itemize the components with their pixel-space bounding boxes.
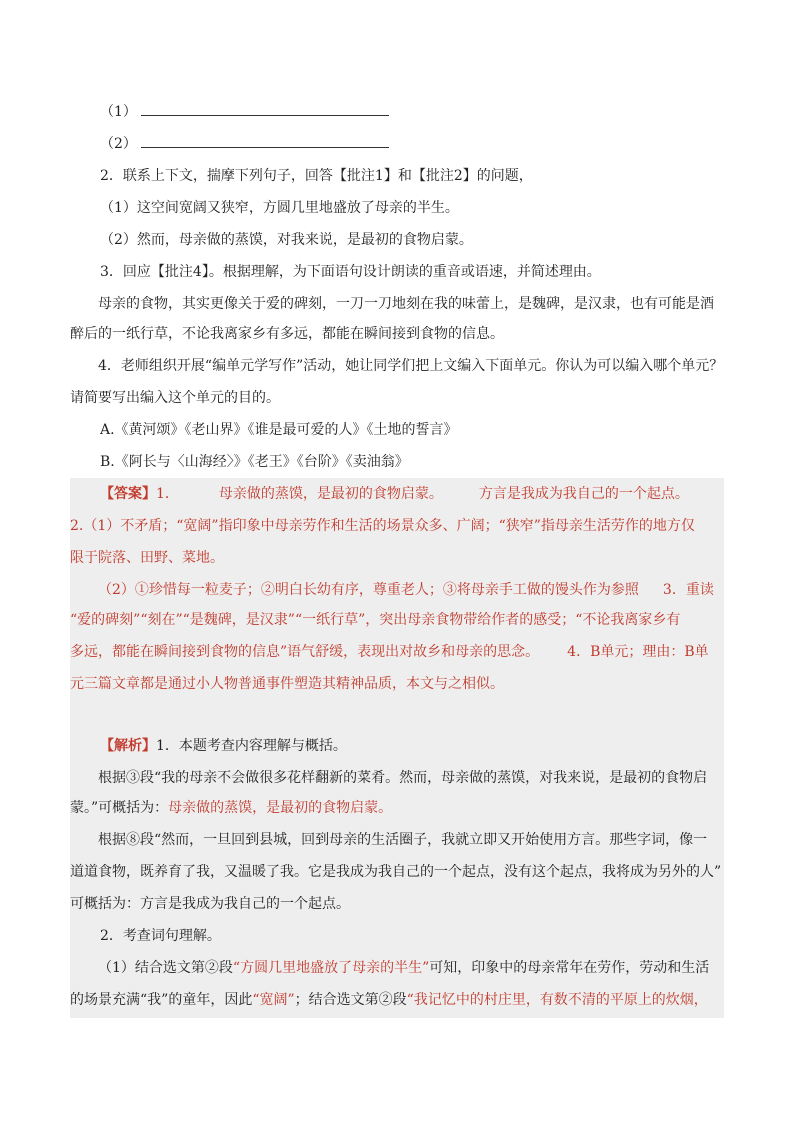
analysis-label: 【解析】 [100, 738, 156, 754]
analysis-1-title: 1．本题考查内容理解与概括。 [156, 738, 347, 754]
answer-line-5: “爱的碑刻”“刻在”“是魏碑，是汉隶”“一纸行草”，突出母亲食物带给作者的感受；“不论我离家乡有 [70, 612, 681, 628]
answer-blank-1[interactable] [141, 114, 389, 116]
blank-line-2 [100, 128, 754, 160]
answer-line-7: 元三篇文章都是通过小人物普通事件塑造其精神品质，本文与之相似。 [70, 676, 504, 692]
answer-line-4 [98, 574, 752, 606]
answer-1-part-a: 母亲做的蒸馍，是最初的食物启蒙。 [218, 486, 443, 502]
answer-line-3: 限于院落、田野、菜地。 [70, 550, 224, 566]
question-3-title: 3．回应【批注4】。根据理解，为下面语句设计朗读的重音或语速，并简述理由。 [100, 264, 601, 280]
answer-line-2: 2.（1）不矛盾；“宽阔”指印象中母亲劳作和生活的场景众多、广阔；“狭窄”指母亲生活劳作的地方仅 [70, 518, 695, 534]
analysis-line-6: 可概括为：方言是我成为我自己的一个起点。 [70, 896, 350, 912]
answer-line-6 [70, 636, 724, 668]
analysis-line-5: 道道食物，既养育了我，又温暖了我。它是我成为我自己的一个起点，没有这个起点，我将成为另外的人” [70, 864, 722, 880]
answer-3-end: 多远，都能在瞬间接到食物的信息”语气舒缓，表现出对故乡和母亲的思念。 [70, 644, 540, 660]
analysis-2-1-cont: 的场景充满“我”的童年，因此 [70, 992, 253, 1008]
answer-label: 【答案】 [100, 486, 156, 502]
question-4-title-line-1: 4．老师组织开展“编单元学写作”活动，她让同学们把上文编入下面单元。你认为可以编入哪个单元？ [98, 358, 724, 374]
answer-4-start: 4．B单元；理由：B单 [567, 644, 709, 660]
analysis-line-7: 2．考查词句理解。 [100, 928, 221, 944]
analysis-2-1-quote: “方圆几里地盛放了母亲的半生” [232, 960, 430, 976]
analysis-line-9 [70, 984, 724, 1016]
analysis-line-3 [70, 792, 724, 824]
question-2-sentence-2: （2）然而，母亲做的蒸馍，对我来说，是最初的食物启蒙。 [100, 232, 473, 248]
analysis-2-1-prefix: （1）结合选文第②段 [98, 960, 233, 976]
question-3-passage-line-2: 醉后的一纸行草，不论我离家乡有多远，都能在瞬间接到食物的信息。 [70, 326, 504, 342]
analysis-summary-1: 母亲做的蒸馍，是最初的食物启蒙。 [168, 800, 393, 816]
question-4-option-a: A.《黄河颂》《老山界》《谁是最可爱的人》《土地的誓言》 [100, 422, 458, 438]
question-4-option-b: B.《阿长与〈山海经〉》《老王》《台阶》《卖油翁》 [100, 454, 409, 470]
analysis-line-1 [100, 730, 754, 762]
answer-2-part-2: （2）①珍惜每一粒麦子；②明白长幼有序，尊重老人；③将母亲手工做的馒头作为参照 [98, 582, 639, 598]
blank-label-2: （2） [100, 136, 137, 152]
question-4-title-line-2: 请简要写出编入这个单元的目的。 [70, 390, 280, 406]
answer-blank-2[interactable] [141, 146, 389, 148]
analysis-summary-prefix: 蒙。”可概括为： [70, 800, 169, 816]
analysis-2-1-cont-2: ；结合选文第②段 [294, 992, 407, 1008]
analysis-keyword-wide: “宽阔” [252, 992, 295, 1008]
answer-1-prefix: 1． [156, 486, 179, 502]
analysis-line-4: 根据⑧段“然而，一旦回到县城，回到母亲的生活圈子，我就立即又开始使用方言。那些字词，像一 [98, 832, 708, 848]
blank-line-1 [100, 96, 754, 128]
analysis-2-1-quote-2: “我记忆中的村庄里，有数不清的平原上的炊烟， [406, 992, 708, 1008]
answer-line-1 [100, 478, 754, 510]
answer-1-part-b: 方言是我成为我自己的一个起点。 [478, 486, 689, 502]
analysis-2-1-text: 可知，印象中的母亲常年在劳作，劳动和生活 [429, 960, 710, 976]
question-3-passage-line-1: 母亲的食物，其实更像关于爱的碑刻，一刀一刀地刻在我的味蕾上，是魏碑，是汉隶，也有可能是酒 [98, 296, 714, 312]
blank-label-1: （1） [100, 104, 137, 120]
question-2-sentence-1: （1）这空间宽阔又狭窄，方圆几里地盛放了母亲的半生。 [100, 200, 459, 216]
question-2-title: 2．联系上下文，揣摩下列句子，回答【批注1】和【批注2】的问题， [100, 168, 533, 184]
analysis-line-8 [98, 952, 752, 984]
answer-3-start: 3．重读 [662, 582, 714, 598]
analysis-line-2: 根据③段“我的母亲不会做很多花样翻新的菜肴。然而，母亲做的蒸馍，对我来说，是最初的食物启 [98, 770, 708, 786]
